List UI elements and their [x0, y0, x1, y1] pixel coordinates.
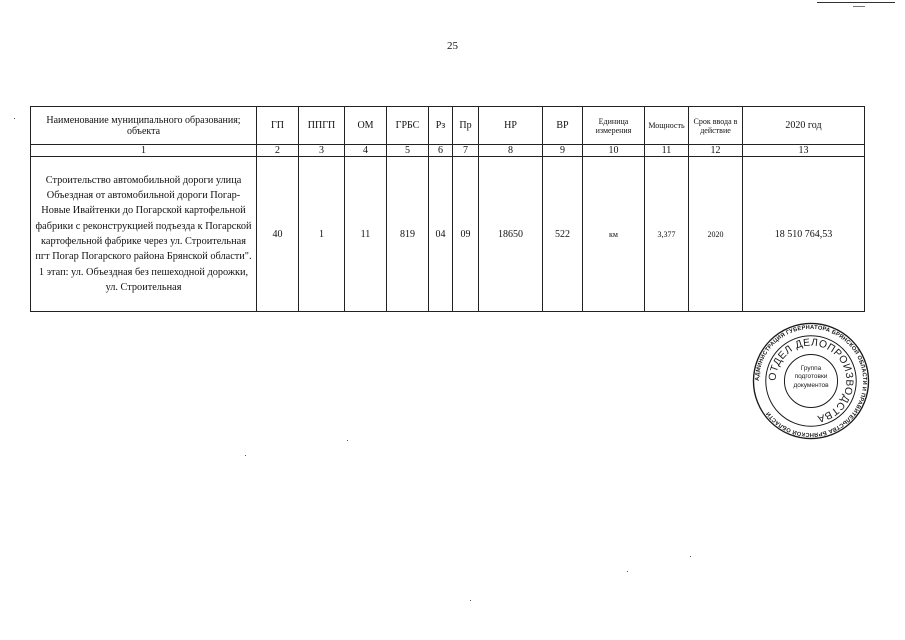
om-cell: 11	[345, 157, 387, 312]
page-number: 25	[447, 40, 458, 52]
table-row	[31, 157, 865, 312]
gp-cell: 40	[257, 157, 299, 312]
table-header-row	[31, 107, 865, 145]
column-number: 13	[743, 145, 865, 157]
column-number-row	[31, 145, 865, 157]
scan-speck	[347, 440, 348, 441]
stamp-seal	[752, 322, 870, 440]
stamp-ring-text: ОТДЕЛ ДЕЛОПРОИЗВОДСТВА	[767, 337, 855, 424]
capacity-cell: 3,377	[645, 157, 689, 312]
scan-speck	[627, 571, 628, 572]
rz-cell: 04	[429, 157, 453, 312]
column-number: 2	[257, 145, 299, 157]
column-number: 7	[453, 145, 479, 157]
column-number: 3	[299, 145, 345, 157]
header-rz: Рз	[429, 107, 453, 145]
commission-cell: 2020	[689, 157, 743, 312]
header-ppgp: ППГП	[299, 107, 345, 145]
vr-cell: 522	[543, 157, 583, 312]
header-name: Наименование муниципального образования; объекта	[31, 107, 257, 145]
column-number: 1	[31, 145, 257, 157]
amount-2020-cell: 18 510 764,53	[743, 157, 865, 312]
header-pr: Пр	[453, 107, 479, 145]
header-year-2020: 2020 год	[743, 107, 865, 145]
header-capacity: Мощность	[645, 107, 689, 145]
column-number: 11	[645, 145, 689, 157]
header-nr: НР	[479, 107, 543, 145]
column-number: 9	[543, 145, 583, 157]
header-gp: ГП	[257, 107, 299, 145]
column-number: 4	[345, 145, 387, 157]
grbs-cell: 819	[387, 157, 429, 312]
column-number: 10	[583, 145, 645, 157]
budget-table	[30, 106, 865, 312]
stamp-outer-text: АДМИНИСТРАЦИЯ ГУБЕРНАТОРА БРЯНСКОЙ ОБЛАСТИ И ПРАВИТЕЛЬСТВА БРЯНСКОЙ ОБЛАСТИ	[754, 324, 868, 438]
object-name-cell: Строительство автомобильной дороги улица Объездная от автомобильной дороги Погар-Новые Ивайтенки до Погарской картофельной фабрики с реконструкцией подъезда к Погарской картофельной фабрике через ул. Строительная пгт Погар Погарского района Брянской области". 1 этап: ул. Объездная без пешеходной дорожки, ул. Строительная	[31, 157, 257, 312]
unit-cell: км	[583, 157, 645, 312]
header-om: ОМ	[345, 107, 387, 145]
column-number: 8	[479, 145, 543, 157]
header-unit: Единица измерения	[583, 107, 645, 145]
header-commission: Срок ввода в действие	[689, 107, 743, 145]
scan-speck	[14, 118, 15, 119]
column-number: 6	[429, 145, 453, 157]
pr-cell: 09	[453, 157, 479, 312]
scan-speck	[245, 455, 246, 456]
nr-cell: 18650	[479, 157, 543, 312]
scan-speck	[690, 556, 691, 557]
top-edge-line-short	[853, 6, 865, 7]
header-grbs: ГРБС	[387, 107, 429, 145]
scan-speck	[470, 600, 471, 601]
column-number: 5	[387, 145, 429, 157]
column-number: 12	[689, 145, 743, 157]
stamp-center-text: Группа подготовки документов	[793, 365, 829, 389]
header-vr: ВР	[543, 107, 583, 145]
office-stamp	[752, 322, 870, 440]
ppgp-cell: 1	[299, 157, 345, 312]
top-edge-line	[817, 2, 895, 3]
